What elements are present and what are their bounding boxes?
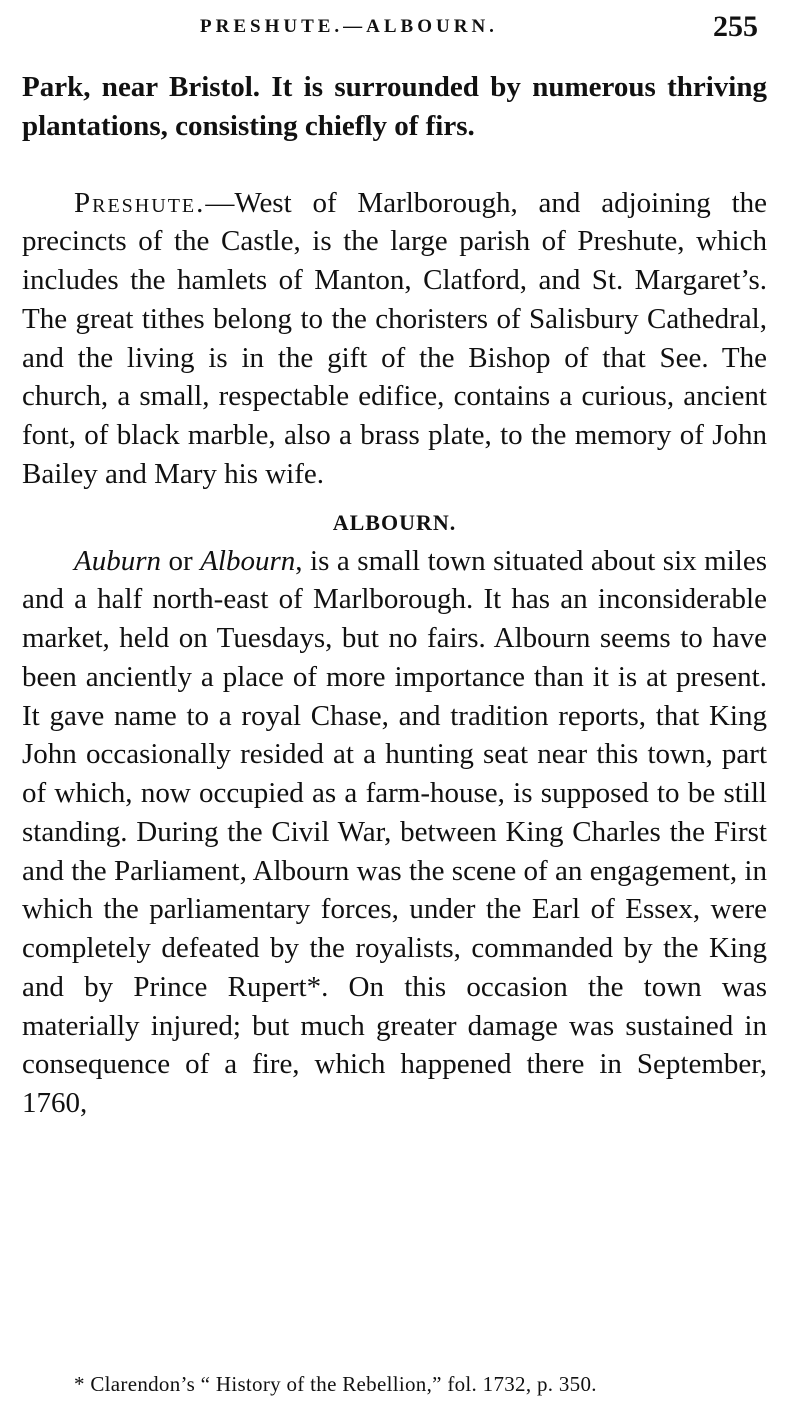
running-head bbox=[0, 8, 800, 43]
preshute-text: —West of Marlborough, and adjoining the precincts of the Castle, is the large parish of Preshute, which includes the hamlets of Manton, Clatford, and St. Margaret’s. The great tithes belong to the choristers of Salisbury Cathedral, and the living is in the gift of the Bishop of that See. The church, a small, respectable edifice, contains a curious, ancient font, of black marble, also a brass plate, to the memory of John Bailey and Mary his wife. bbox=[22, 186, 767, 490]
albourn-paragraph bbox=[22, 542, 767, 1123]
albourn-connector: or bbox=[161, 544, 201, 577]
preshute-lead-word: Preshute. bbox=[74, 186, 206, 219]
continued-paragraph: Park, near Bristol. It is surrounded by numerous thriving plantations, consisting chiefly of firs. bbox=[22, 71, 767, 142]
albourn-italic-name-auburn: Auburn bbox=[74, 544, 161, 577]
page-number: 255 bbox=[713, 10, 758, 43]
preshute-paragraph bbox=[22, 184, 767, 494]
albourn-heading: ALBOURN. bbox=[332, 509, 457, 535]
albourn-text: , is a small town situated about six miles and a half north-east of Marlborough. It has an inconsiderable market, held on Tuesdays, but no fairs. Albourn seems to have been anciently a place of more importance than it is at present. It gave name to a royal Chase, and tradition reports, that King John occasionally resided at a hunting seat near this town, part of which, now occupied as a farm-house, is supposed to be still standing. During the Civil War, between King Charles the First and the Parliament, Albourn was the scene of an engagement, in which the parliamentary forces, under the Earl of Essex, were completely defeated by the royalists, commanded by the King and by Prince Rupert*. On this occasion the town was materially injured; but much greater damage was sustained in consequence of a fire, which happened there in September, 1760, bbox=[22, 544, 767, 1119]
body-text bbox=[22, 68, 767, 1123]
running-title: PRESHUTE.—ALBOURN. bbox=[200, 16, 498, 37]
albourn-italic-name-albourn: Albourn bbox=[200, 544, 296, 577]
footnote: * Clarendon’s “ History of the Rebellion,” fol. 1732, p. 350. bbox=[74, 1372, 597, 1396]
